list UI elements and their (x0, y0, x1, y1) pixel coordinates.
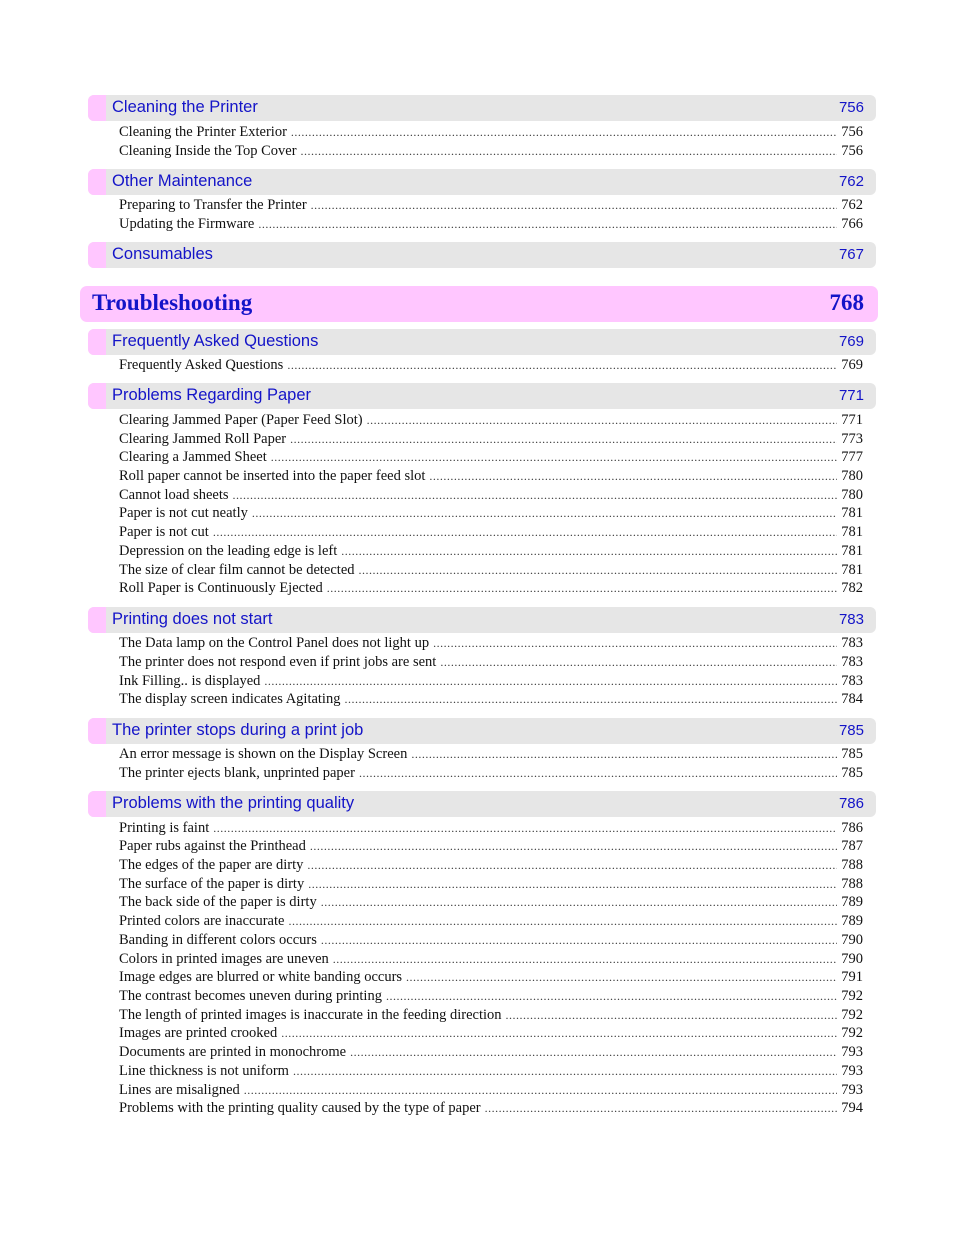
entry-page-number: 791 (841, 969, 863, 985)
chapter-page-number[interactable]: 768 (829, 290, 864, 315)
dot-leader (506, 1008, 838, 1023)
entry-page-number: 781 (841, 562, 863, 578)
toc-entry[interactable] (119, 894, 863, 913)
entry-title: The Data lamp on the Control Panel does not light up (119, 635, 430, 651)
toc-entry[interactable] (119, 1100, 863, 1119)
entry-page-number: 788 (841, 876, 863, 892)
entry-title: Clearing Jammed Paper (Paper Feed Slot) (119, 412, 363, 428)
entry-title: Cleaning Inside the Top Cover (119, 143, 297, 159)
entry-title: The printer does not respond even if print jobs are sent (119, 654, 437, 670)
toc-entry[interactable] (119, 1082, 863, 1101)
dot-leader (321, 895, 838, 910)
dot-leader (213, 821, 837, 836)
entry-title: Paper is not cut (119, 524, 209, 540)
entry-page-number: 780 (841, 468, 863, 484)
entry-page-number: 790 (841, 951, 863, 967)
toc-entry[interactable] (119, 988, 863, 1007)
dot-leader (307, 858, 837, 873)
dot-leader (288, 914, 837, 929)
entry-page-number: 780 (841, 487, 863, 503)
entry-page-number: 784 (841, 691, 863, 707)
entry-page-number: 769 (841, 357, 863, 373)
entry-page-number: 756 (841, 143, 863, 159)
dot-leader (311, 198, 838, 213)
entry-title: The surface of the paper is dirty (119, 876, 305, 892)
dot-leader (233, 488, 838, 503)
entry-page-number: 785 (841, 746, 863, 762)
dot-leader (406, 970, 837, 985)
dot-leader (301, 144, 838, 159)
section-title[interactable]: Frequently Asked Questions (112, 332, 319, 350)
section-page-number[interactable]: 771 (838, 387, 864, 404)
entry-page-number: 792 (841, 1007, 863, 1023)
toc-entry[interactable] (119, 765, 863, 784)
dot-leader (310, 839, 837, 854)
entry-title: Banding in different colors occurs (119, 932, 317, 948)
entry-title: The size of clear film cannot be detected (119, 562, 355, 578)
entry-title: Line thickness is not uniform (119, 1063, 289, 1079)
section-heading[interactable] (88, 607, 876, 633)
entry-title: Image edges are blurred or white banding occurs (119, 969, 403, 985)
entry-page-number: 783 (841, 673, 863, 689)
toc-entry[interactable] (119, 468, 863, 487)
dot-leader (333, 952, 837, 967)
dot-leader (252, 506, 837, 521)
entry-title: Problems with the printing quality caused by the type of paper (119, 1100, 481, 1116)
toc-entry[interactable] (119, 197, 863, 216)
section-page-number[interactable]: 769 (838, 333, 864, 350)
section-title[interactable]: Consumables (112, 245, 213, 263)
dot-leader (350, 1045, 837, 1060)
toc-entry[interactable] (119, 431, 863, 450)
entry-title: The length of printed images is inaccurate in the feeding direction (119, 1007, 502, 1023)
toc-entry[interactable] (119, 969, 863, 988)
entry-title: Lines are misaligned (119, 1082, 240, 1098)
section-heading[interactable] (88, 169, 876, 195)
dot-leader (308, 877, 837, 892)
entry-title: Roll Paper is Continuously Ejected (119, 580, 323, 596)
toc-entry[interactable] (119, 691, 863, 710)
entry-title: Depression on the leading edge is left (119, 543, 338, 559)
section-page-number[interactable]: 783 (838, 611, 864, 628)
entry-title: Roll paper cannot be inserted into the paper feed slot (119, 468, 426, 484)
entry-title: The contrast becomes uneven during printing (119, 988, 382, 1004)
dot-leader (440, 655, 837, 670)
toc-entry[interactable] (119, 412, 863, 431)
entry-page-number: 787 (841, 838, 863, 854)
toc-entry[interactable] (119, 951, 863, 970)
toc-entry[interactable] (119, 562, 863, 581)
entry-title: Printed colors are inaccurate (119, 913, 285, 929)
entry-page-number: 789 (841, 913, 863, 929)
section-page-number[interactable]: 762 (838, 173, 864, 190)
entry-page-number: 773 (841, 431, 863, 447)
toc-entry[interactable] (119, 1007, 863, 1026)
section-title[interactable]: Printing does not start (112, 610, 273, 628)
toc-entry[interactable] (119, 932, 863, 951)
section-heading[interactable] (88, 242, 876, 268)
toc-entry[interactable] (119, 124, 863, 143)
entry-title: Frequently Asked Questions (119, 357, 284, 373)
entry-title: Clearing a Jammed Sheet (119, 449, 267, 465)
entry-page-number: 781 (841, 543, 863, 559)
entry-page-number: 762 (841, 197, 863, 213)
entry-page-number: 788 (841, 857, 863, 873)
section-heading[interactable] (88, 383, 876, 409)
entry-page-number: 783 (841, 635, 863, 651)
dot-leader (258, 217, 837, 232)
entry-title: Cleaning the Printer Exterior (119, 124, 287, 140)
entry-page-number: 793 (841, 1044, 863, 1060)
entry-title: The printer ejects blank, unprinted paper (119, 765, 355, 781)
entry-title: An error message is shown on the Display Screen (119, 746, 408, 762)
toc-entry[interactable] (119, 505, 863, 524)
entry-page-number: 792 (841, 988, 863, 1004)
entry-page-number: 781 (841, 524, 863, 540)
entry-page-number: 785 (841, 765, 863, 781)
toc-entry[interactable] (119, 876, 863, 895)
toc-entry[interactable] (119, 449, 863, 468)
dot-leader (287, 358, 837, 373)
dot-leader (264, 674, 837, 689)
entry-title: Clearing Jammed Roll Paper (119, 431, 287, 447)
entry-title: Paper is not cut neatly (119, 505, 248, 521)
dot-leader (367, 413, 838, 428)
section-title[interactable]: Problems Regarding Paper (112, 386, 312, 404)
section-title[interactable]: The printer stops during a print job (112, 721, 364, 739)
toc-entry[interactable] (119, 143, 863, 162)
toc-entry[interactable] (119, 635, 863, 654)
section-heading[interactable] (88, 329, 876, 355)
entry-page-number: 794 (841, 1100, 863, 1116)
entry-page-number: 781 (841, 505, 863, 521)
dot-leader (321, 933, 837, 948)
entry-page-number: 782 (841, 580, 863, 596)
entry-title: Printing is faint (119, 820, 210, 836)
toc-entry[interactable] (119, 1063, 863, 1082)
entry-title: The edges of the paper are dirty (119, 857, 304, 873)
toc-entry[interactable] (119, 1025, 863, 1044)
section-title[interactable]: Other Maintenance (112, 172, 253, 190)
dot-leader (213, 525, 837, 540)
toc-entry[interactable] (119, 216, 863, 235)
toc-entry[interactable] (119, 857, 863, 876)
toc-entry[interactable] (119, 580, 863, 599)
entry-title: Ink Filling.. is displayed (119, 673, 261, 689)
dot-leader (344, 692, 837, 707)
toc-entry[interactable] (119, 357, 863, 376)
entry-page-number: 766 (841, 216, 863, 232)
dot-leader (359, 766, 837, 781)
chapter-title[interactable]: Troubleshooting (92, 290, 253, 315)
toc-entry[interactable] (119, 820, 863, 839)
section-title[interactable]: Problems with the printing quality (112, 794, 355, 812)
entry-page-number: 789 (841, 894, 863, 910)
entry-title: Images are printed crooked (119, 1025, 278, 1041)
entry-title: The display screen indicates Agitating (119, 691, 341, 707)
dot-leader (293, 1064, 837, 1079)
entry-title: Paper rubs against the Printhead (119, 838, 306, 854)
entry-page-number: 756 (841, 124, 863, 140)
chapter-heading[interactable] (80, 286, 878, 322)
dot-leader (359, 563, 838, 578)
section-page-number[interactable]: 767 (838, 246, 864, 263)
dot-leader (327, 581, 837, 596)
toc-entry[interactable] (119, 524, 863, 543)
dot-leader (433, 636, 837, 651)
dot-leader (485, 1101, 838, 1116)
toc-entry[interactable] (119, 1044, 863, 1063)
toc-entry[interactable] (119, 654, 863, 673)
toc-entry[interactable] (119, 487, 863, 506)
toc-entry[interactable] (119, 673, 863, 692)
dot-leader (244, 1083, 837, 1098)
dot-leader (411, 747, 837, 762)
entry-title: Updating the Firmware (119, 216, 255, 232)
toc-entry[interactable] (119, 838, 863, 857)
dot-leader (291, 125, 837, 140)
dot-leader (271, 450, 837, 465)
entry-page-number: 793 (841, 1082, 863, 1098)
dot-leader (386, 989, 837, 1004)
entry-title: Cannot load sheets (119, 487, 229, 503)
dot-leader (290, 432, 837, 447)
section-title[interactable]: Cleaning the Printer (112, 98, 258, 116)
dot-leader (429, 469, 837, 484)
section-heading[interactable] (88, 95, 876, 121)
entry-page-number: 786 (841, 820, 863, 836)
entry-page-number: 771 (841, 412, 863, 428)
dot-leader (281, 1026, 837, 1041)
section-page-number[interactable]: 786 (838, 795, 864, 812)
section-heading[interactable] (88, 718, 876, 744)
section-heading[interactable] (88, 791, 876, 817)
entry-title: The back side of the paper is dirty (119, 894, 317, 910)
entry-page-number: 783 (841, 654, 863, 670)
toc-entry[interactable] (119, 746, 863, 765)
section-page-number[interactable]: 785 (838, 722, 864, 739)
toc-entry[interactable] (119, 913, 863, 932)
entry-title: Documents are printed in monochrome (119, 1044, 347, 1060)
entry-page-number: 792 (841, 1025, 863, 1041)
entry-page-number: 790 (841, 932, 863, 948)
entry-title: Colors in printed images are uneven (119, 951, 329, 967)
entry-page-number: 777 (841, 449, 863, 465)
dot-leader (341, 544, 837, 559)
entry-page-number: 793 (841, 1063, 863, 1079)
section-page-number[interactable]: 756 (838, 99, 864, 116)
entry-title: Preparing to Transfer the Printer (119, 197, 307, 213)
toc-entry[interactable] (119, 543, 863, 562)
